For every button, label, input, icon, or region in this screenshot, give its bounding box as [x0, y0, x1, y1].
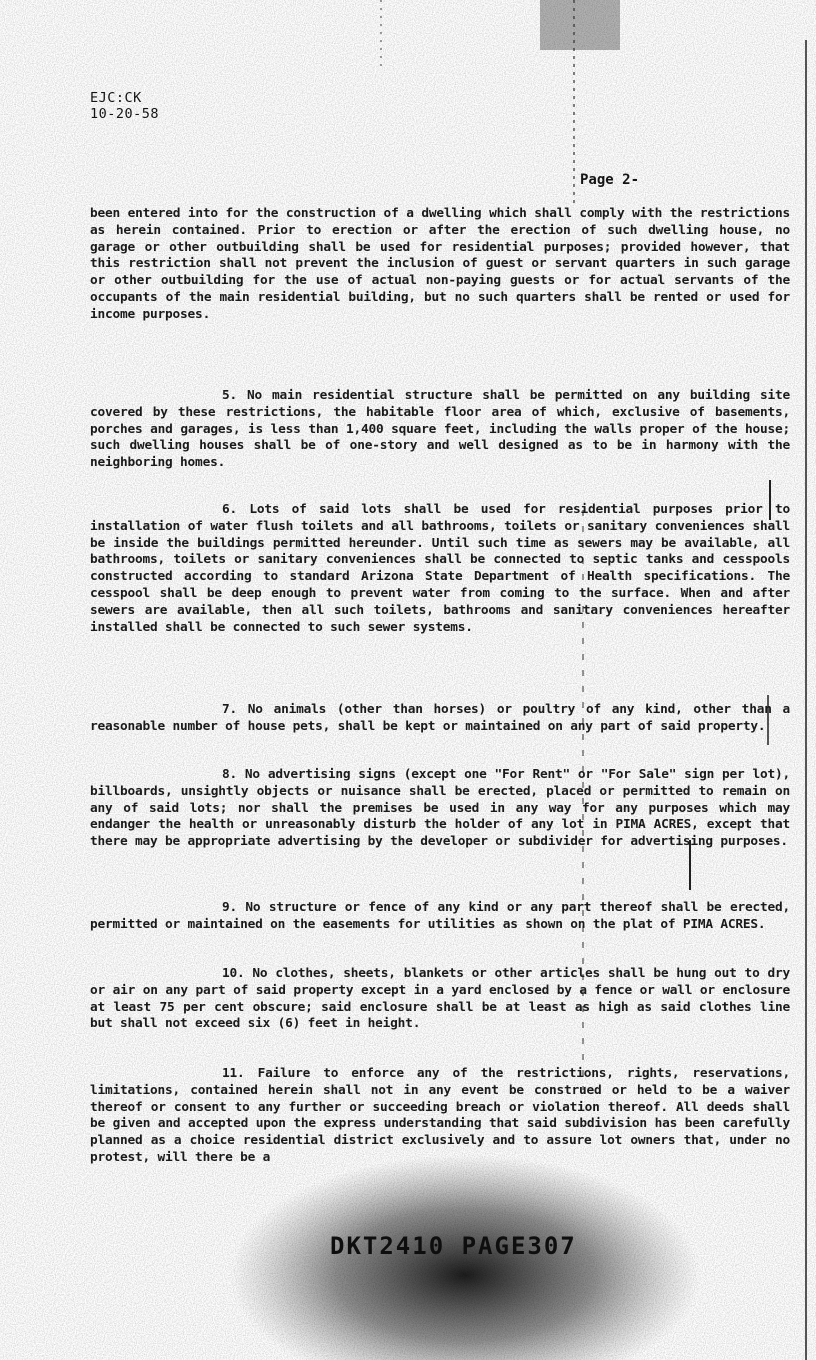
- file-initials: EJC:CK: [90, 90, 142, 106]
- paragraph-6: [90, 502, 790, 636]
- paragraph-intro: [90, 206, 790, 324]
- paragraph-text: 5. No main residential structure shall be permitted on any building site covered by these restrictions, the habitable floor area of which, exclusive of basements, porches and garages, is less than 1,400 square feet, including the walls proper of the house; such dwelling houses shall be of one-story and well designed as to be in harmony with the neighboring homes.: [90, 388, 790, 471]
- page-number: Page 2-: [580, 172, 640, 188]
- paragraph-10: [90, 966, 790, 1033]
- paragraph-11: [90, 1066, 790, 1167]
- paragraph-text: 10. No clothes, sheets, blankets or other articles shall be hung out to dry or air on any part of said property except in a yard enclosed by a fence or wall or enclosure at least 75 per cent obscure; said enclosure shall be at least as high as said clothes line but shall not exceed six (6) feet in height.: [90, 966, 790, 1032]
- paragraph-text: 7. No animals (other than horses) or poultry of any kind, other than a reasonable number of house pets, shall be kept or maintained on any part of said property.: [90, 702, 790, 734]
- recording-stamp: DKT2410 PAGE307: [330, 1232, 577, 1260]
- paragraph-text: 8. No advertising signs (except one "For Rent" or "For Sale" sign per lot), billboards, unsightly objects or nuisance shall be erected, placed or permitted to remain on any of said lots; nor shall the premises be used in any way for any purposes which may endanger the health or unreasonably disturb the holder of any lot in PIMA ACRES, except that there may be appropriate advertising by the developer or subdivider for advertising purposes.: [90, 767, 790, 850]
- paragraph-5: [90, 388, 790, 472]
- file-date: 10-20-58: [90, 106, 160, 122]
- paragraph-text: 11. Failure to enforce any of the restrictions, rights, reservations, limitations, contained herein shall not in any event be construed or held to be a waiver thereof or consent to any further or succeeding breach or violation thereof. All deeds shall be given and accepted upon the express understanding that said subdivision has been carefully planned as a choice residential district exclusively and to assure lot owners that, under no protest, will there be a: [90, 1066, 790, 1165]
- paragraph-text: 9. No structure or fence of any kind or any part thereof shall be erected, permitted or maintained on the easements for utilities as shown on the plat of PIMA ACRES.: [90, 900, 790, 932]
- paragraph-8: [90, 767, 790, 851]
- paragraph-9: [90, 900, 790, 934]
- paragraph-text: 6. Lots of said lots shall be used for residential purposes prior to installation of water flush toilets and all bathrooms, toilets or sanitary conveniences shall be inside the buildings permitted hereunder. Until such time as sewers may be available, all bathrooms, toilets or sanitary conveniences shall be connected to septic tanks and cesspools constructed according to standard Arizona State Department of Health specifications. The cesspool shall be deep enough to prevent water from coming to the surface. When and after sewers are available, then all such toilets, bathrooms and sanitary conveniences hereafter installed shall be connected to such sewer systems.: [90, 502, 790, 635]
- paragraph-text: been entered into for the construction of a dwelling which shall comply with the restrictions as herein contained. Prior to erection or after the erection of such dwelling house, no garage or other outbuilding shall be used for residential purposes; provided however, that this restriction shall not prevent the inclusion of guest or servant quarters in such garage or other outbuilding for the use of actual non-paying guests or for actual servants of the occupants of the main residential building, but no such quarters shall be rented or used for income purposes.: [90, 206, 790, 322]
- paragraph-7: [90, 702, 790, 736]
- file-reference: [90, 90, 159, 122]
